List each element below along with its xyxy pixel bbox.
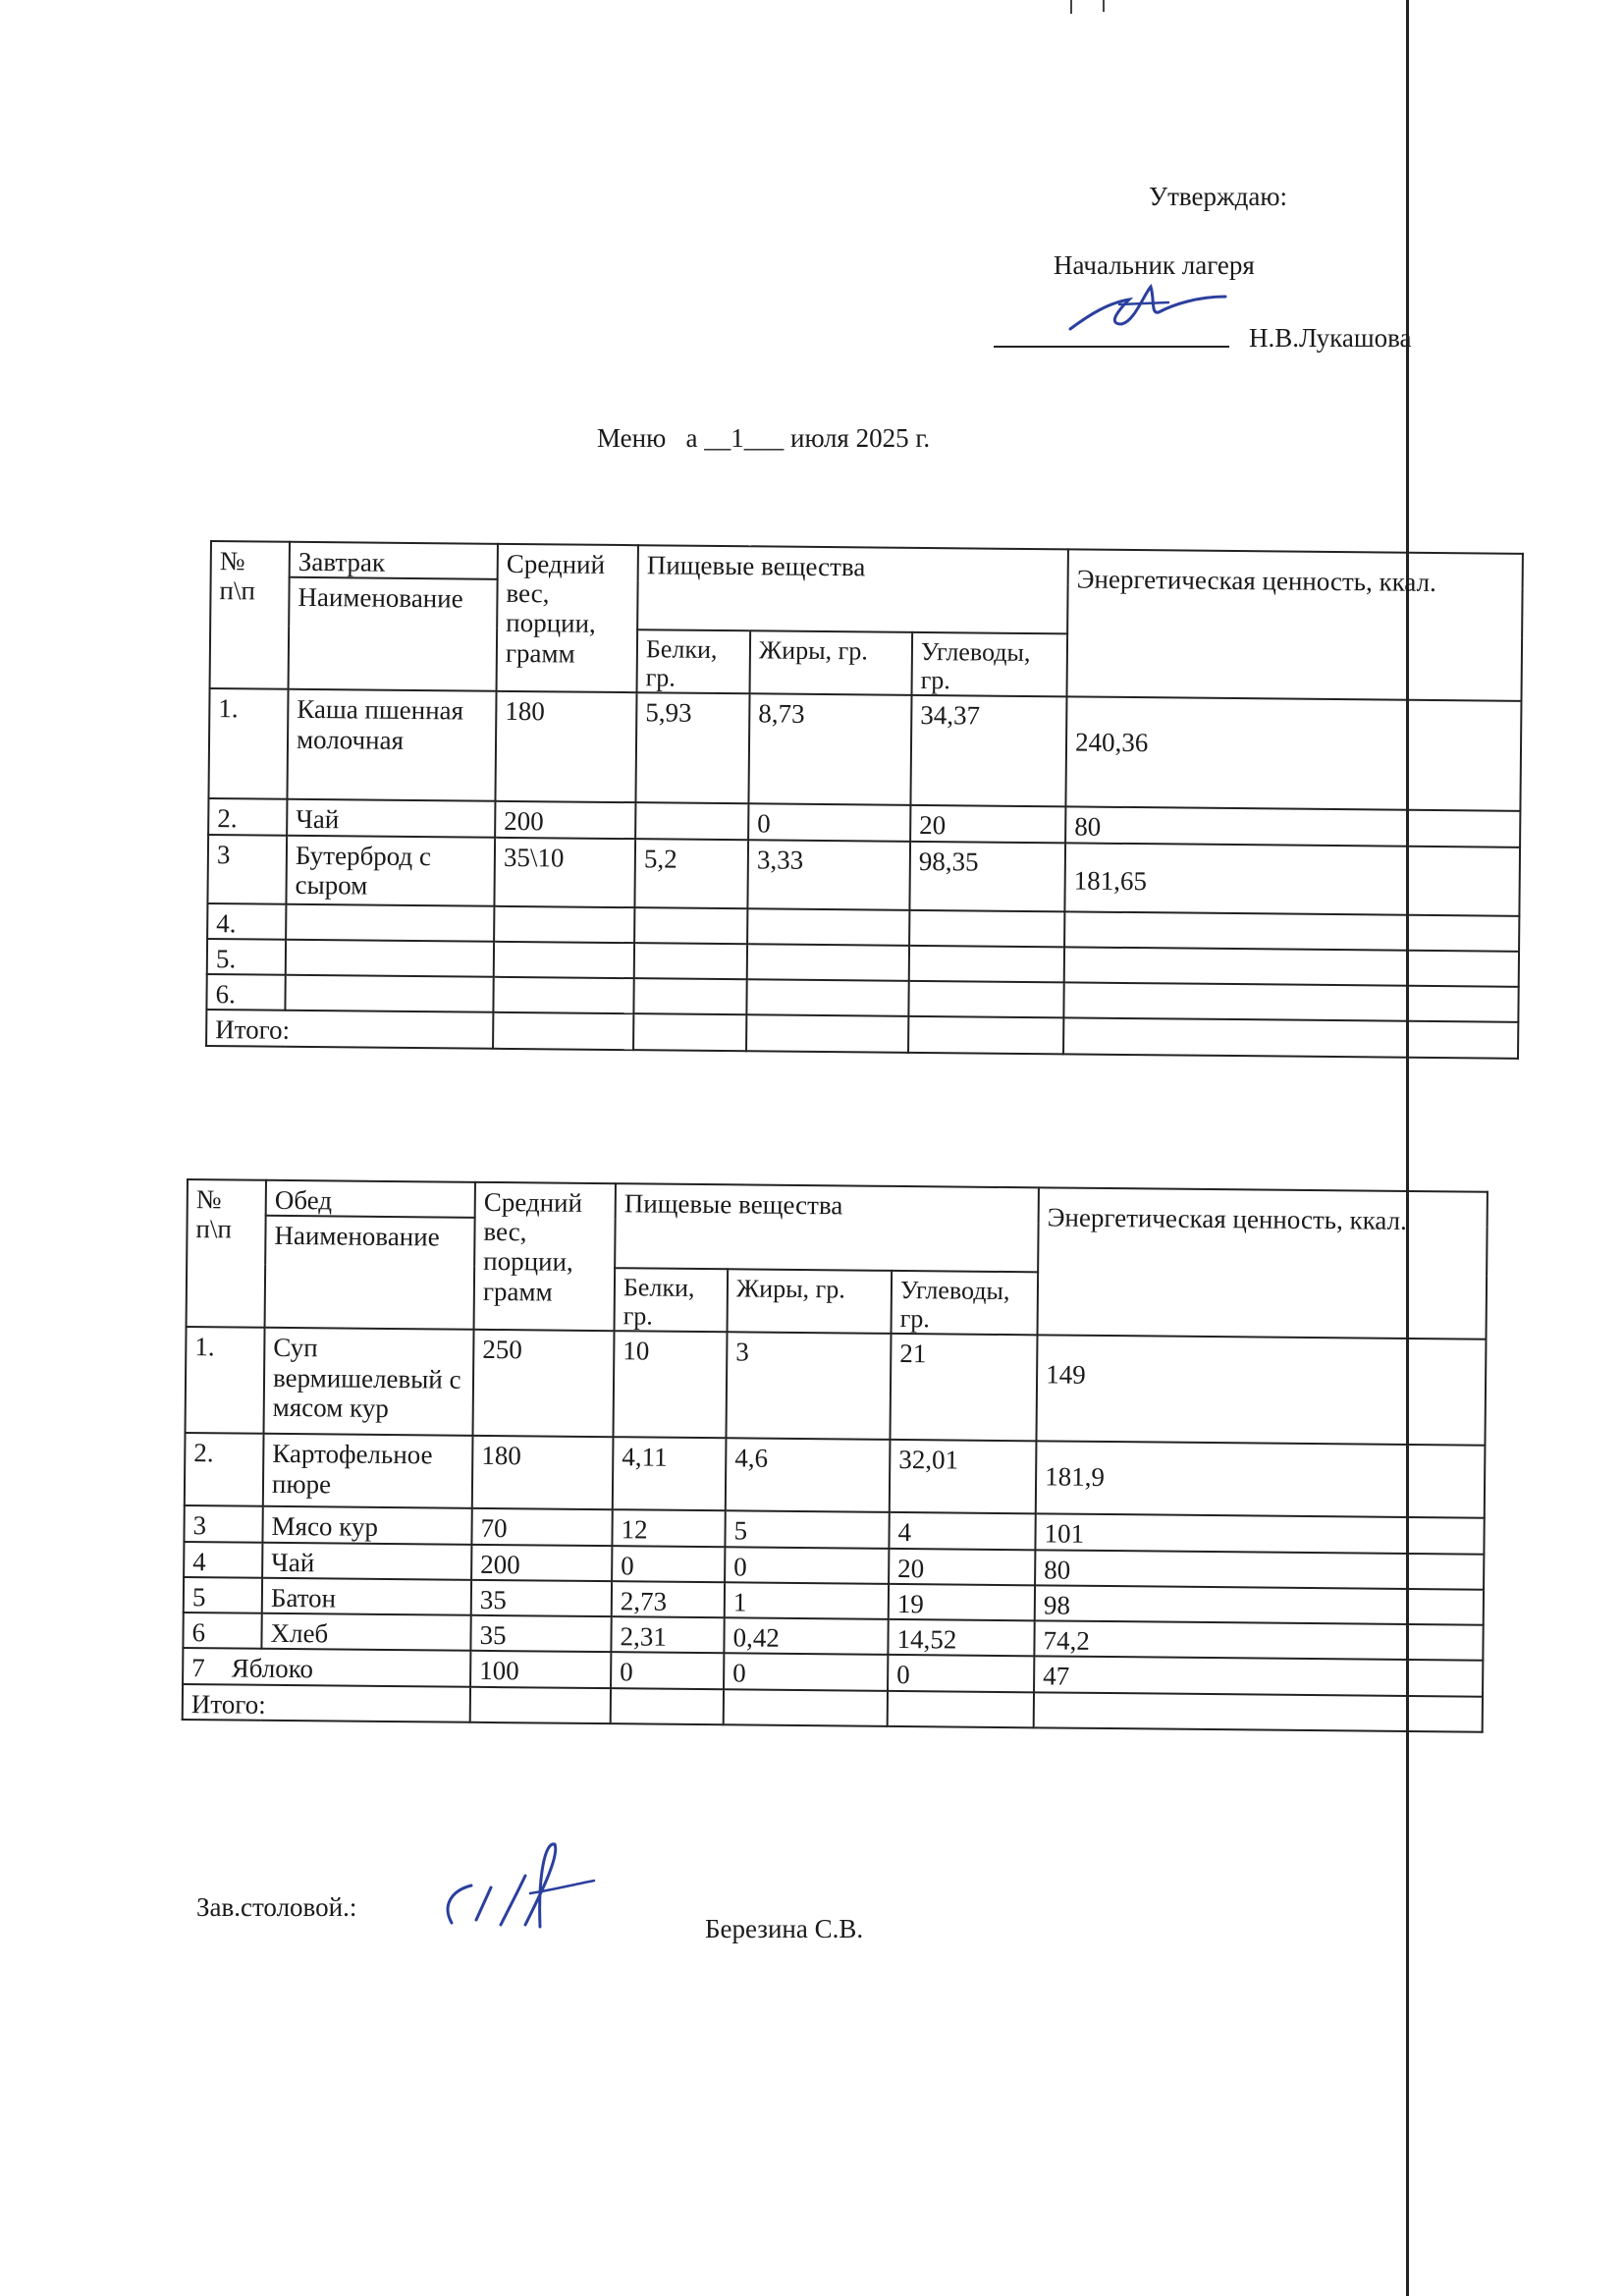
- row-carbs: 20: [889, 1549, 1035, 1586]
- row-proteins: 0: [611, 1653, 724, 1689]
- row-num: 2.: [185, 1433, 264, 1506]
- row-name: Картофельное пюре: [263, 1434, 473, 1508]
- row-energy: 80: [1035, 1550, 1484, 1590]
- row-weight: 180: [495, 691, 636, 802]
- row-name: Мясо кур: [262, 1506, 471, 1544]
- row-fats: 0: [724, 1654, 888, 1691]
- row-fats: 3,33: [747, 840, 910, 910]
- row-carbs: 98,35: [909, 842, 1065, 912]
- table-row: [207, 835, 1520, 916]
- header-name: Наименование: [265, 1216, 475, 1330]
- row-carbs: 32,01: [890, 1440, 1037, 1513]
- approver-name: Н.В.Лукашова: [1249, 323, 1412, 353]
- header-carbs: Углеводы, гр.: [912, 632, 1068, 697]
- row-proteins: 10: [613, 1332, 727, 1439]
- row-fats: 3: [726, 1333, 891, 1441]
- heading-day: 1: [731, 423, 744, 453]
- footer-label: Зав.столовой.:: [196, 1892, 357, 1922]
- header-num: № п\п: [187, 1179, 266, 1328]
- row-proteins: 2,31: [611, 1616, 724, 1653]
- row-fats: 4,6: [726, 1439, 891, 1513]
- heading-month-year: июля 2025 г.: [790, 423, 931, 453]
- heading-preposition: а: [685, 423, 698, 453]
- row-energy: 101: [1035, 1514, 1484, 1555]
- row-fats: 5: [725, 1511, 889, 1549]
- row-num: 1.: [186, 1327, 265, 1434]
- row-energy: 47: [1034, 1657, 1483, 1697]
- row-proteins: 12: [612, 1510, 725, 1547]
- row-carbs: 20: [910, 805, 1065, 843]
- row-fats: 0: [725, 1547, 889, 1584]
- total-label: Итого:: [183, 1684, 470, 1722]
- row-fats: 8,73: [748, 694, 911, 806]
- row-name: Хлеб: [261, 1613, 470, 1651]
- signature-line: [994, 346, 1229, 348]
- row-num: 3: [207, 835, 287, 904]
- row-num: 7: [191, 1653, 205, 1683]
- header-nutrients: Пищевые вещества: [637, 545, 1068, 633]
- header-meal: Завтрак: [290, 542, 498, 579]
- row-num: 6.: [206, 974, 285, 1011]
- row-num: 3: [184, 1505, 262, 1542]
- row-energy: 181,65: [1064, 843, 1520, 915]
- row-weight: 35: [471, 1580, 612, 1617]
- row-name: Чай: [262, 1542, 471, 1579]
- row-name: Каша пшенная молочная: [287, 689, 496, 801]
- row-fats: 0: [748, 804, 910, 842]
- header-fats: Жиры, гр.: [728, 1270, 893, 1335]
- row-num: 6: [183, 1613, 261, 1649]
- row-proteins: 5,93: [635, 693, 749, 804]
- row-weight: 200: [471, 1544, 612, 1581]
- approver-signature: [1060, 275, 1237, 344]
- row-num: 4.: [207, 903, 286, 940]
- header-num: № п\п: [210, 541, 290, 689]
- row-name: Чай: [287, 799, 495, 837]
- row-name: Суп вермишелевый с мясом кур: [264, 1328, 474, 1436]
- row-weight: 200: [495, 801, 635, 839]
- scan-edge-mark: [1070, 0, 1072, 14]
- row-weight: 35: [470, 1615, 611, 1653]
- row-energy: 74,2: [1034, 1620, 1483, 1661]
- lunch-table: [182, 1178, 1489, 1733]
- row-energy: 240,36: [1065, 697, 1521, 811]
- row-weight: 100: [470, 1651, 611, 1688]
- footer-name: Березина С.В.: [705, 1914, 864, 1943]
- row-proteins: 4,11: [613, 1438, 727, 1511]
- table-row: [208, 688, 1521, 811]
- header-carbs: Углеводы, гр.: [892, 1271, 1039, 1336]
- heading-blank: ___: [743, 423, 785, 453]
- row-energy: 98: [1035, 1585, 1484, 1625]
- row-carbs: 34,37: [910, 695, 1066, 807]
- row-carbs: 4: [889, 1512, 1035, 1550]
- row-carbs: 21: [890, 1334, 1037, 1441]
- header-nutrients: Пищевые вещества: [615, 1183, 1039, 1272]
- menu-word: Меню: [597, 423, 667, 453]
- row-num-name: [183, 1648, 470, 1686]
- table-row: [185, 1433, 1486, 1518]
- row-weight: 70: [471, 1508, 612, 1546]
- header-energy: Энергетическая ценность, ккал.: [1067, 549, 1523, 701]
- row-name: Яблоко: [231, 1653, 314, 1684]
- row-carbs: 0: [888, 1655, 1034, 1692]
- row-proteins: [635, 803, 748, 840]
- table-row: [186, 1327, 1487, 1446]
- row-fats: 0,42: [724, 1617, 888, 1655]
- header-name: Наименование: [289, 577, 498, 691]
- scan-edge-mark: [1103, 0, 1105, 12]
- approval-title: Утверждаю:: [1149, 182, 1288, 211]
- row-name: Бутерброд с сыром: [286, 835, 495, 905]
- row-carbs: 14,52: [888, 1619, 1034, 1657]
- approval-position: Начальник лагеря: [1054, 250, 1255, 280]
- row-weight: 180: [472, 1436, 614, 1509]
- row-carbs: 19: [889, 1584, 1035, 1621]
- row-num: 5: [184, 1577, 262, 1613]
- row-num: 5.: [207, 939, 286, 975]
- head-signature: [432, 1836, 609, 1944]
- header-energy: Энергетическая ценность, ккал.: [1038, 1187, 1488, 1339]
- row-num: 2.: [208, 798, 287, 835]
- row-proteins: 5,2: [634, 839, 748, 908]
- row-weight: 250: [472, 1330, 614, 1437]
- row-energy: 181,9: [1036, 1442, 1486, 1518]
- row-num: 1.: [208, 688, 288, 799]
- row-name: Батон: [262, 1578, 471, 1615]
- header-meal: Обед: [266, 1180, 475, 1218]
- header-proteins: Белки, гр.: [615, 1268, 729, 1332]
- menu-heading: [597, 424, 930, 454]
- row-energy: 80: [1065, 807, 1520, 847]
- breakfast-table: [205, 540, 1524, 1059]
- row-num: 4: [184, 1542, 262, 1578]
- heading-blank: __: [704, 423, 731, 453]
- total-label: Итого:: [206, 1010, 493, 1048]
- row-proteins: 0: [612, 1546, 725, 1582]
- row-proteins: 2,73: [612, 1581, 725, 1617]
- header-weight: Средний вес, порции, грамм: [497, 544, 638, 693]
- row-weight: 35\10: [494, 837, 635, 906]
- header-fats: Жиры, гр.: [750, 631, 913, 696]
- header-proteins: Белки, гр.: [637, 629, 751, 693]
- row-fats: 1: [725, 1582, 889, 1619]
- row-energy: 149: [1037, 1336, 1487, 1446]
- header-weight: Средний вес, порции, грамм: [474, 1182, 616, 1332]
